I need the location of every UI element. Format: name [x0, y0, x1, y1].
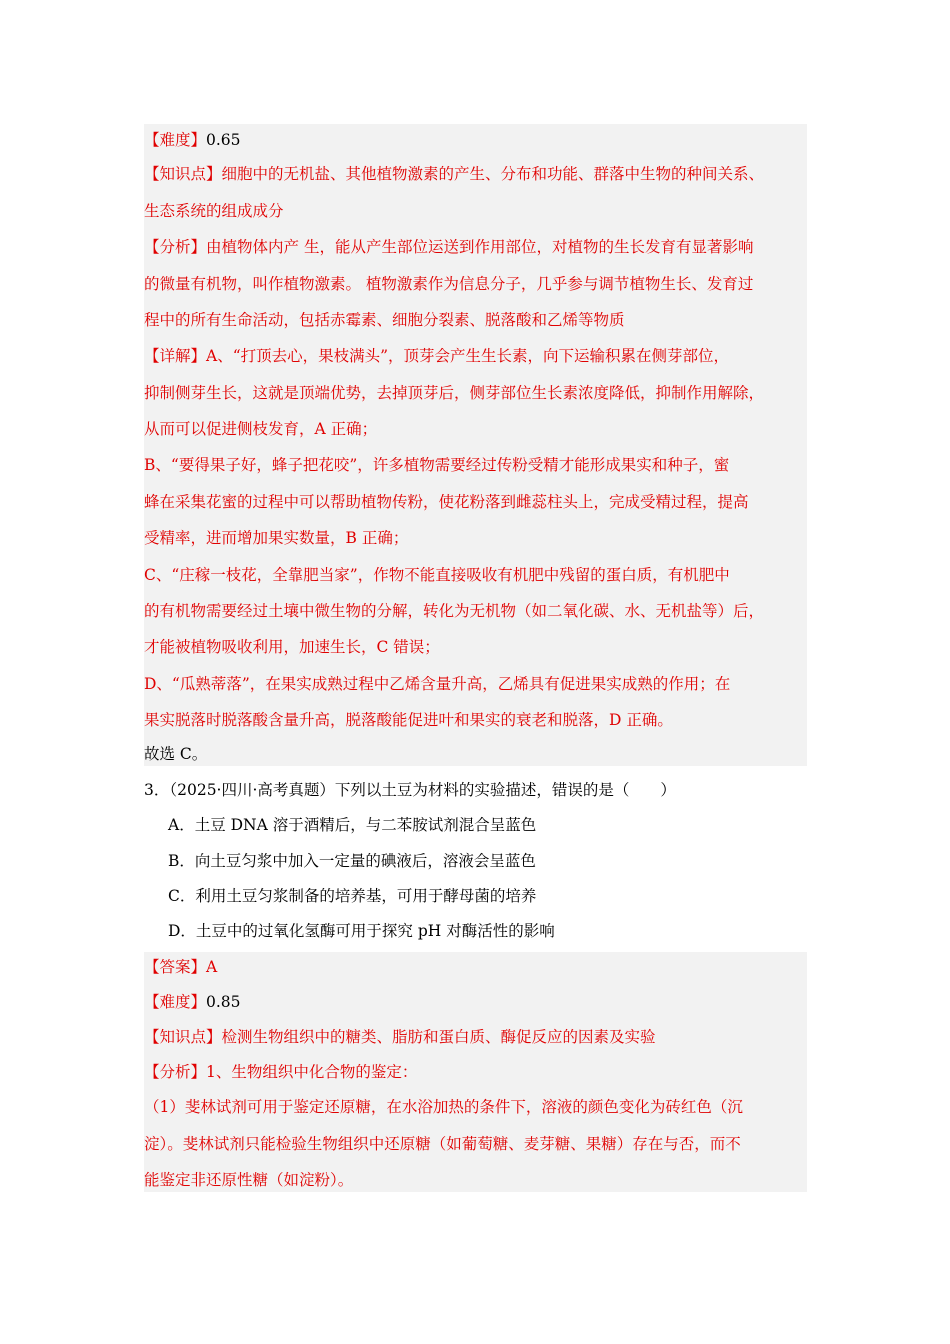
answer-value: A: [206, 958, 218, 976]
option-a: A．土豆 DNA 溶于酒精后，与二苯胺试剂混合呈蓝色: [168, 816, 537, 834]
tag-difficulty: 【难度】: [144, 131, 207, 149]
line-analysis: 【分析】由植物体内产 生，能从产生部位运送到作用部位，对植物的生长发育有显著影响: [144, 238, 754, 256]
line-answer: [144, 957, 217, 977]
line-text: 淀）。斐林试剂只能检验生物组织中还原糖（如葡萄糖、麦芽糖、果糖）存在与否，而不: [144, 1135, 741, 1153]
line-knowledge: 【知识点】检测生物组织中的糖类、脂肪和蛋白质、酶促反应的因素及实验: [144, 1028, 656, 1046]
line-text: 抑制侧芽生长，这就是顶端优势，去掉顶芽后，侧芽部位生长素浓度降低，抑制作用解除，: [144, 384, 765, 402]
line-text: 的微量有机物，叫作植物激素。 植物激素作为信息分子，几乎参与调节植物生长、发育过: [144, 275, 754, 293]
tag-difficulty: 【难度】: [144, 993, 207, 1011]
tag-answer: 【答案】: [144, 958, 207, 976]
line-text: 蜂在采集花蜜的过程中可以帮助植物传粉，使花粉落到雌蕊柱头上，完成受精过程，提高: [144, 493, 749, 511]
line-text: （1）斐林试剂可用于鉴定还原糖，在水浴加热的条件下，溶液的颜色变化为砖红色（沉: [144, 1098, 743, 1116]
line-text: 的有机物需要经过土壤中微生物的分解，转化为无机物（如二氧化碳、水、无机盐等）后，: [144, 602, 765, 620]
tag-knowledge: 【知识点】: [144, 1028, 222, 1046]
line-choice: 故选 C。: [144, 745, 208, 763]
tag-detail: 【详解】: [144, 347, 207, 365]
line-difficulty: [144, 130, 241, 150]
line-text: 受精率，进而增加果实数量，B 正确；: [144, 529, 409, 547]
line-detail: 【详解】A、“打顶去心，果枝满头”，顶芽会产生生长素，向下运输积累在侧芽部位，: [144, 347, 730, 365]
analysis-block-2: [144, 952, 807, 1192]
line-text: 程中的所有生命活动，包括赤霉素、细胞分裂素、脱落酸和乙烯等物质: [144, 311, 625, 329]
analysis-block-1: [144, 124, 807, 766]
tag-analysis: 【分析】: [144, 1063, 207, 1081]
line-analysis: 【分析】1、生物组织中化合物的鉴定：: [144, 1063, 418, 1081]
line-text: 果实脱落时脱落酸含量升高，脱落酸能促进叶和果实的衰老和脱落，D 正确。: [144, 711, 673, 729]
line-text: 从而可以促进侧枝发育，A 正确；: [144, 420, 378, 438]
tag-knowledge: 【知识点】: [144, 165, 222, 183]
line-text: C、“庄稼一枝花，全靠肥当家”，作物不能直接吸收有机肥中残留的蛋白质，有机肥中: [144, 566, 730, 584]
option-b: B．向土豆匀浆中加入一定量的碘液后，溶液会呈蓝色: [168, 852, 536, 870]
option-c: C．利用土豆匀浆制备的培养基，可用于酵母菌的培养: [168, 887, 537, 905]
difficulty-value: 0.85: [206, 993, 241, 1011]
line-text: 能鉴定非还原性糖（如淀粉）。: [144, 1171, 354, 1189]
option-d: D．土豆中的过氧化氢酶可用于探究 pH 对酶活性的影响: [168, 922, 555, 940]
tag-analysis: 【分析】: [144, 238, 207, 256]
line-knowledge: 【知识点】细胞中的无机盐、其他植物激素的产生、分布和功能、群落中生物的种间关系、: [144, 165, 765, 183]
difficulty-value: 0.65: [206, 131, 241, 149]
line-text: D、“瓜熟蒂落”，在果实成熟过程中乙烯含量升高，乙烯具有促进果实成熟的作用；在: [144, 675, 731, 693]
line-text: 才能被植物吸收利用，加速生长，C 错误；: [144, 638, 440, 656]
line-difficulty: [144, 992, 241, 1012]
line-text: B、“要得果子好，蜂子把花咬”，许多植物需要经过传粉受精才能形成果实和种子，蜜: [144, 456, 730, 474]
line-text: 生态系统的组成成分: [144, 202, 284, 220]
question-stem: 3．（2025·四川·高考真题）下列以土豆为材料的实验描述，错误的是（ ）: [144, 781, 676, 799]
